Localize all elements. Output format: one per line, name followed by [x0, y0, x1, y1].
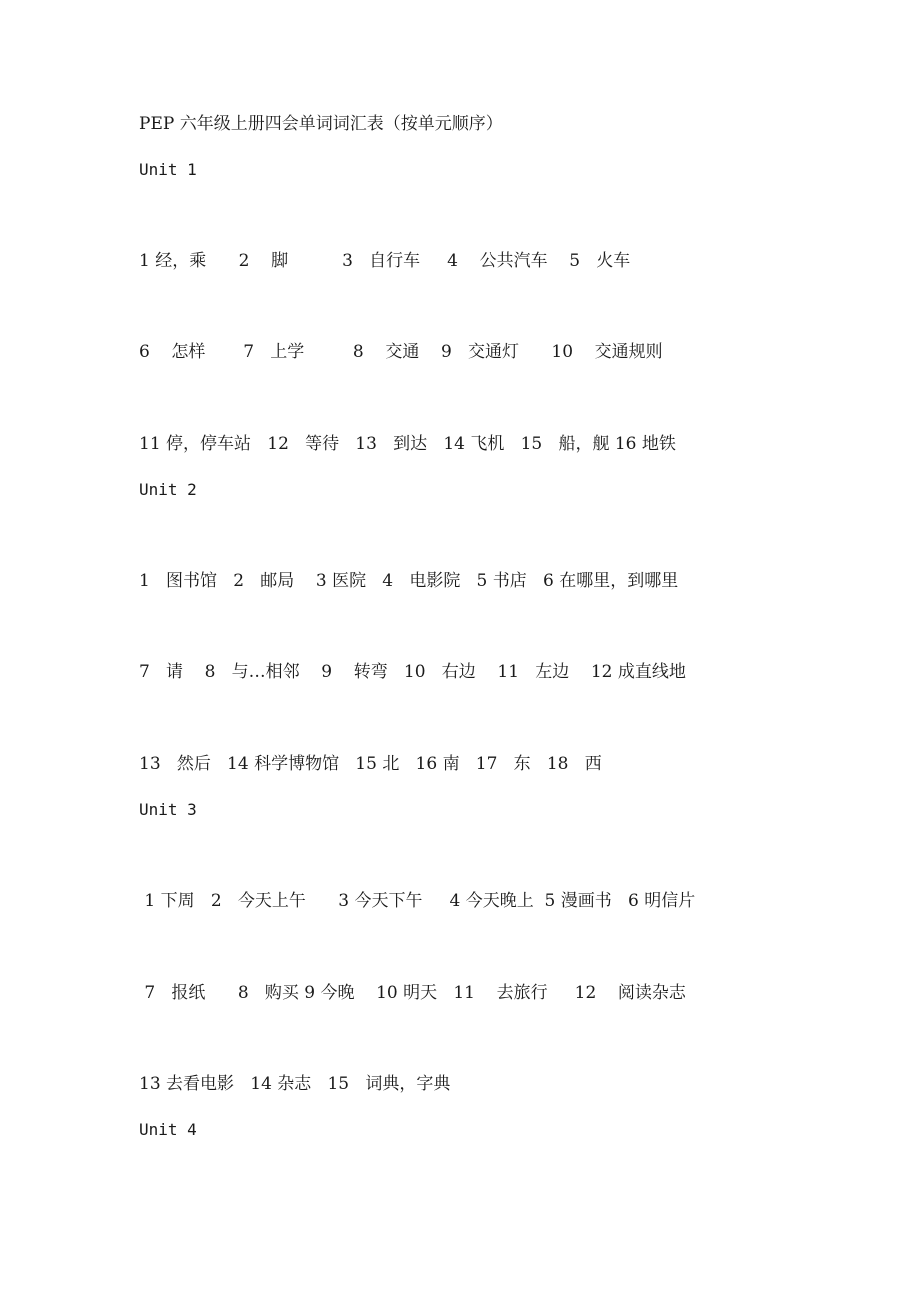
unit-3-line-3: 13 去看电影 14 杂志 15 词典，字典: [139, 1074, 451, 1094]
unit-1-line-2: 6 怎样 7 上学 8 交通 9 交通灯 10 交通规则: [139, 342, 663, 362]
unit-2-heading: Unit 2: [139, 480, 197, 499]
unit-4-heading: Unit 4: [139, 1120, 197, 1139]
unit-3-line-1: 1 下周 2 今天上午 3 今天下午 4 今天晚上 5 漫画书 6 明信片: [139, 891, 696, 911]
unit-1-heading: Unit 1: [139, 160, 197, 179]
unit-1-line-3: 11 停，停车站 12 等待 13 到达 14 飞机 15 船，舰 16 地铁: [139, 434, 676, 454]
unit-2-line-1: 1 图书馆 2 邮局 3 医院 4 电影院 5 书店 6 在哪里，到哪里: [139, 571, 679, 591]
document-title: PEP 六年级上册四会单词词汇表（按单元顺序）: [139, 114, 503, 134]
unit-2-line-2: 7 请 8 与…相邻 9 转弯 10 右边 11 左边 12 成直线地: [139, 662, 686, 682]
unit-3-line-2: 7 报纸 8 购买 9 今晚 10 明天 11 去旅行 12 阅读杂志: [139, 983, 686, 1003]
unit-3-heading: Unit 3: [139, 800, 197, 819]
unit-2-line-3: 13 然后 14 科学博物馆 15 北 16 南 17 东 18 西: [139, 754, 602, 774]
unit-1-line-1: 1 经，乘 2 脚 3 自行车 4 公共汽车 5 火车: [139, 251, 631, 271]
